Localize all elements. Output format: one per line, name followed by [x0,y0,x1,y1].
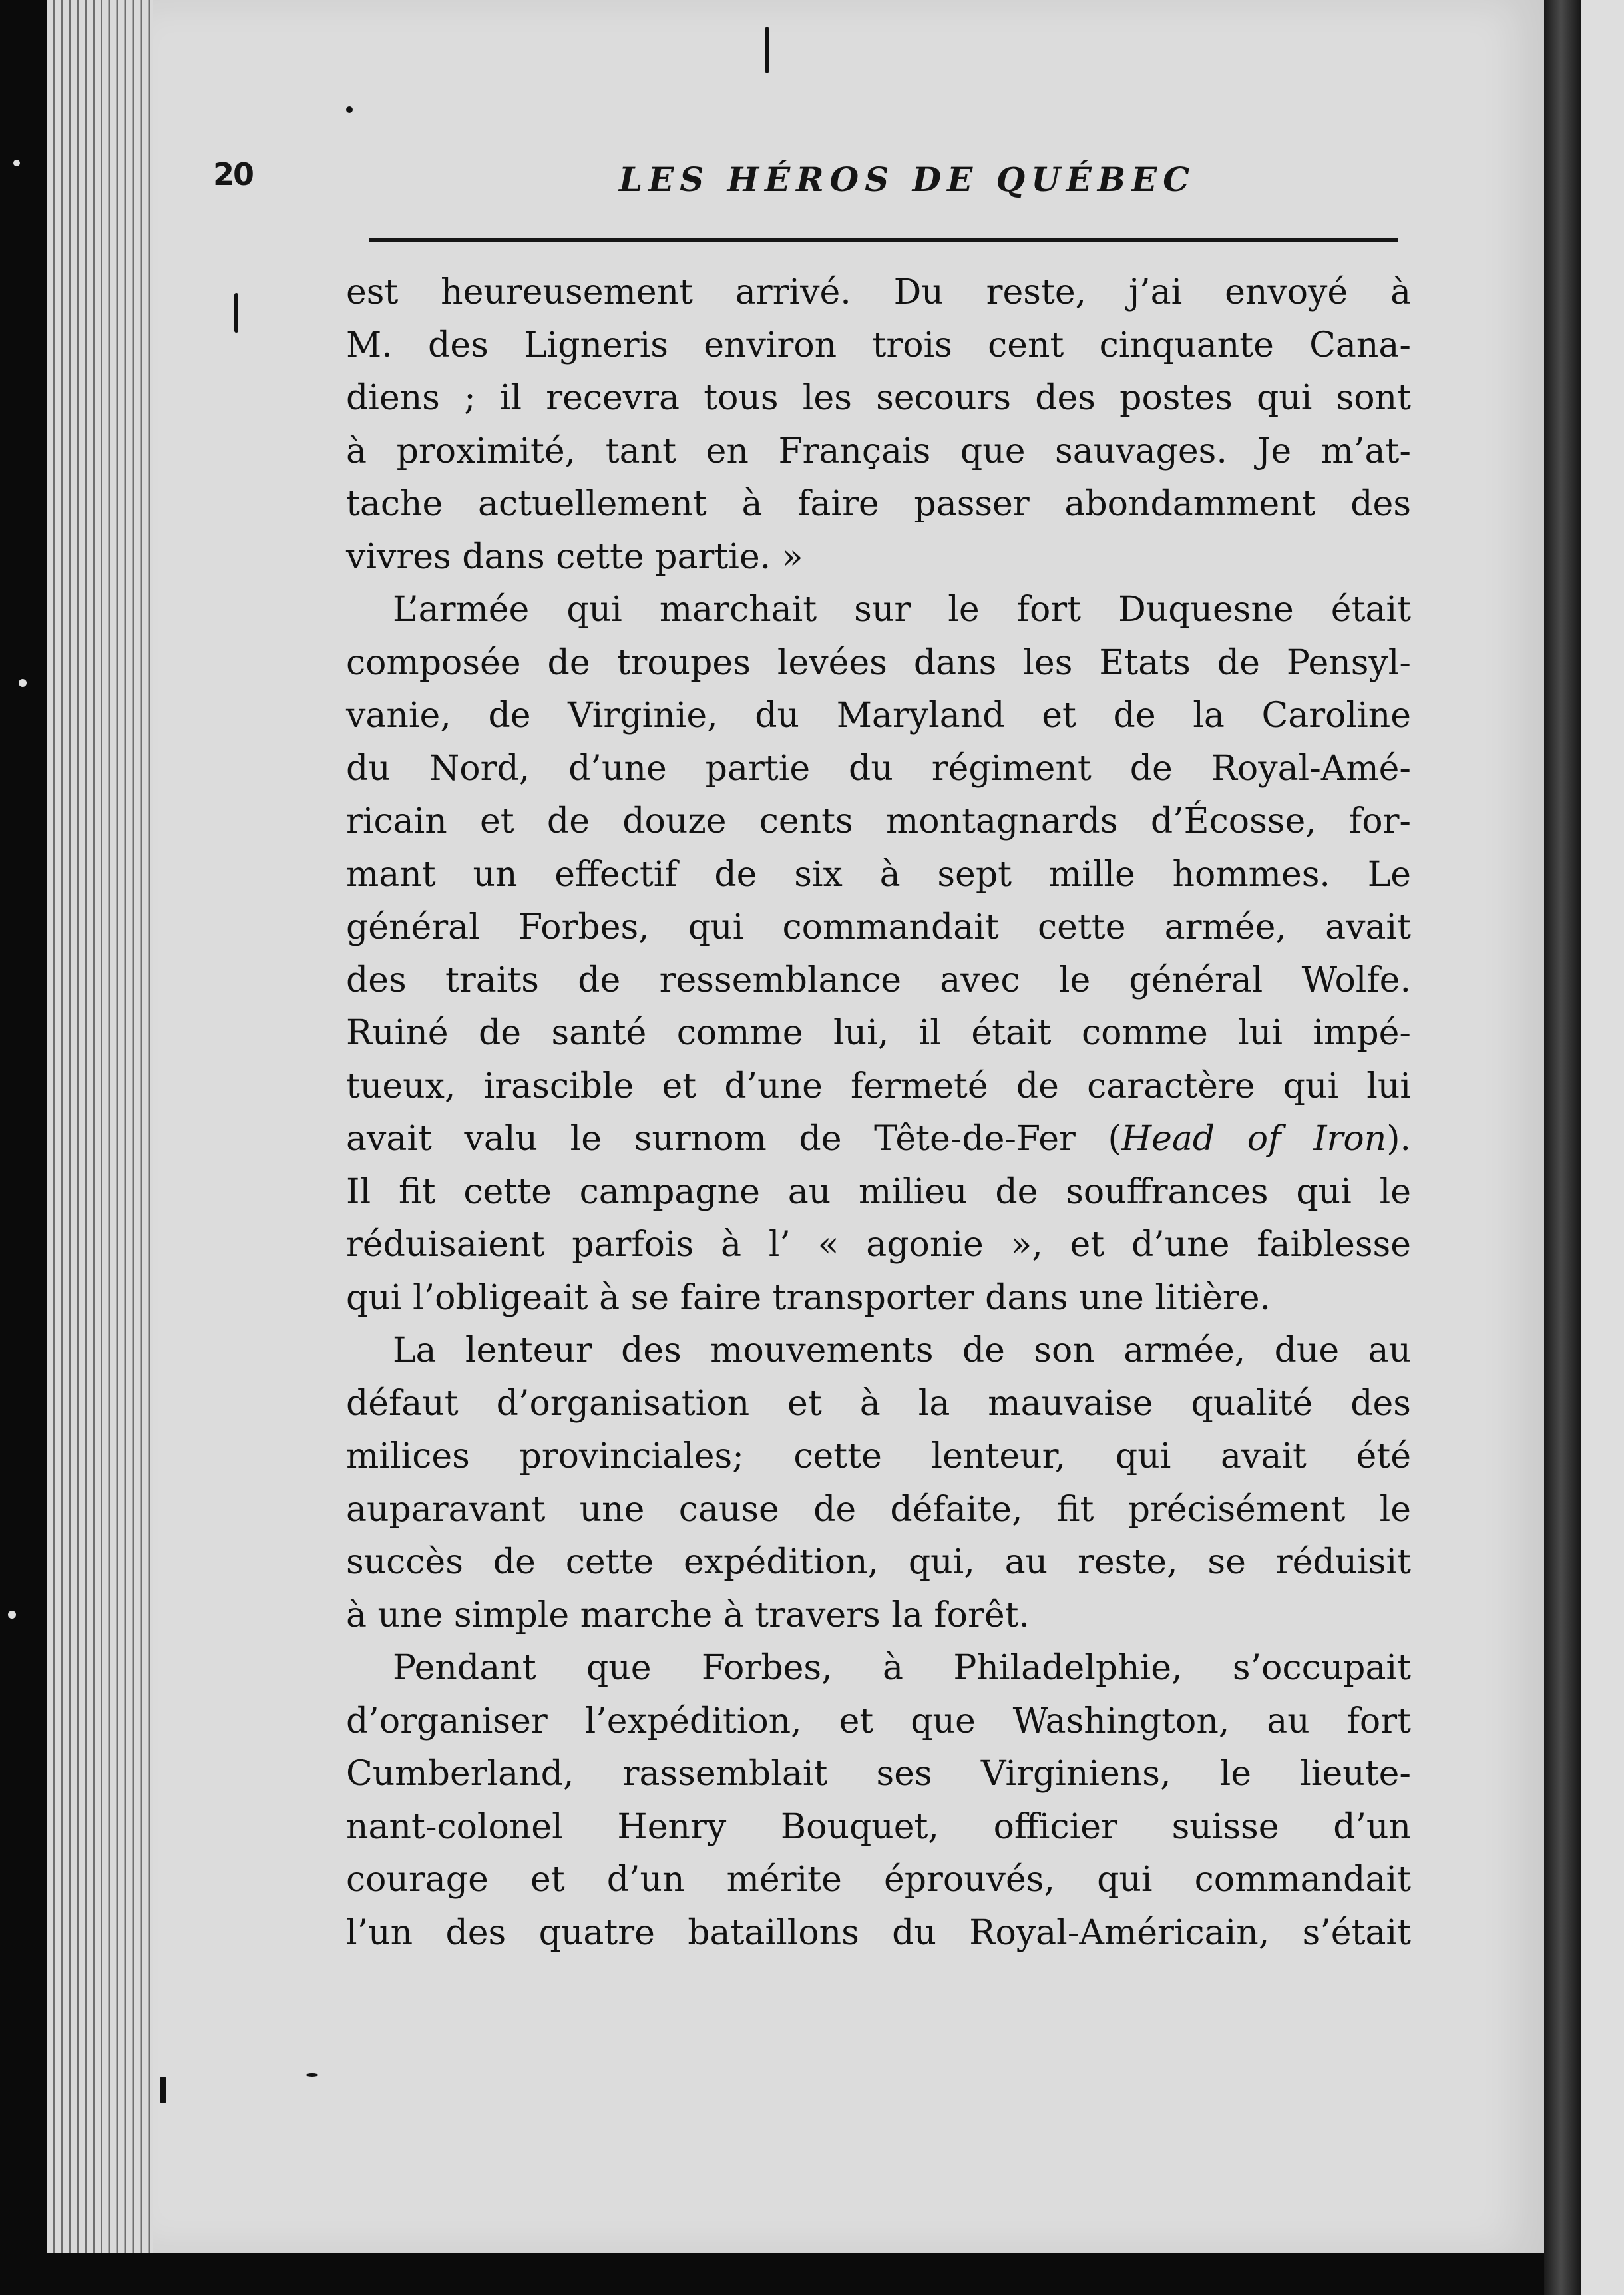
text-line: Il fit cette campagne au milieu de souffrances qui le [346,1171,1411,1212]
text-line: ricain et de douze cents montagnards d’Écosse, for- [346,801,1411,841]
text-line: auparavant une cause de défaite, fit précisément le [346,1489,1411,1530]
paragraph-start: La lenteur des mouvements de son armée, due au [393,1331,1411,1370]
scan-speck [306,2073,318,2077]
scan-speck [346,106,353,113]
text-line-with-italic [346,1113,1411,1166]
text-line: des traits de ressemblance avec le général Wolfe. [346,960,1411,1000]
scan-speck [234,293,238,333]
scan-speck [160,2077,166,2103]
text-line: Cumberland, rassemblait ses Virginiens, le lieute- [346,1754,1411,1794]
text-segment: ). [1386,1119,1412,1159]
text-line: du Nord, d’une partie du régiment de Royal-Amé- [346,748,1411,789]
scan-speck [13,160,20,166]
text-line: défaut d’organisation et à la mauvaise qualité des [346,1383,1411,1424]
book-gutter-shadow [1544,0,1581,2295]
text-line: d’organiser l’expédition, et que Washington, au fort [346,1701,1411,1741]
scan-border [0,2253,1544,2295]
paragraph-start: L’armée qui marchait sur le fort Duquesne était [393,590,1411,630]
text-line: succès de cette expédition, qui, au reste, se réduisit [346,1542,1411,1582]
text-line: à proximité, tant en Français que sauvages. Je m’at- [346,431,1411,471]
text-line: M. des Ligneris environ trois cent cinquante Cana- [346,325,1411,365]
page-number: 20 [213,156,254,192]
text-line: mant un effectif de six à sept mille hommes. Le [346,854,1411,895]
facing-page-edge [1581,0,1624,2295]
header-rule [369,238,1398,242]
text-line: courage et d’un mérite éprouvés, qui commandait [346,1860,1411,1900]
text-line: nant-colonel Henry Bouquet, officier suisse d’un [346,1806,1411,1847]
text-line: diens ; il recevra tous les secours des postes qui sont [346,378,1411,418]
text-line: l’un des quatre bataillons du Royal-Américain, s’était [346,1912,1411,1953]
text-line: tache actuellement à faire passer abondamment des [346,484,1411,524]
text-line: vanie, de Virginie, du Maryland et de la Caroline [346,696,1411,735]
text-line: Ruiné de santé comme lui, il était comme lui impé- [346,1013,1411,1053]
text-line: milices provinciales; cette lenteur, qui avait été [346,1436,1411,1476]
scan-speck [19,679,27,687]
text-line: à une simple marche à travers la forêt. [346,1595,1030,1635]
running-title: LES HÉROS DE QUÉBEC [619,160,1196,199]
text-line: composée de troupes levées dans les Etats de Pensyl- [346,642,1411,683]
text-line: est heureusement arrivé. Du reste, j’ai envoyé à [346,272,1411,312]
text-line: tueux, irascible et d’une fermeté de caractère qui lui [346,1066,1411,1106]
body-text [346,266,1411,1960]
text-line: vivres dans cette partie. » [346,536,803,577]
italic-phrase: Head of Iron [1121,1119,1387,1159]
text-line: général Forbes, qui commandait cette armée, avait [346,907,1411,947]
scan-speck [8,1611,16,1619]
text-line: qui l’obligeait à se faire transporter dans une litière. [346,1277,1271,1318]
scan-speck [765,27,769,73]
text-segment: avait valu le surnom de Tête-de-Fer ( [346,1119,1121,1159]
page-edges [47,0,162,2256]
text-line: réduisaient parfois à l’ « agonie », et d’une faiblesse [346,1225,1411,1265]
paragraph-start: Pendant que Forbes, à Philadelphie, s’occupait [393,1648,1411,1688]
